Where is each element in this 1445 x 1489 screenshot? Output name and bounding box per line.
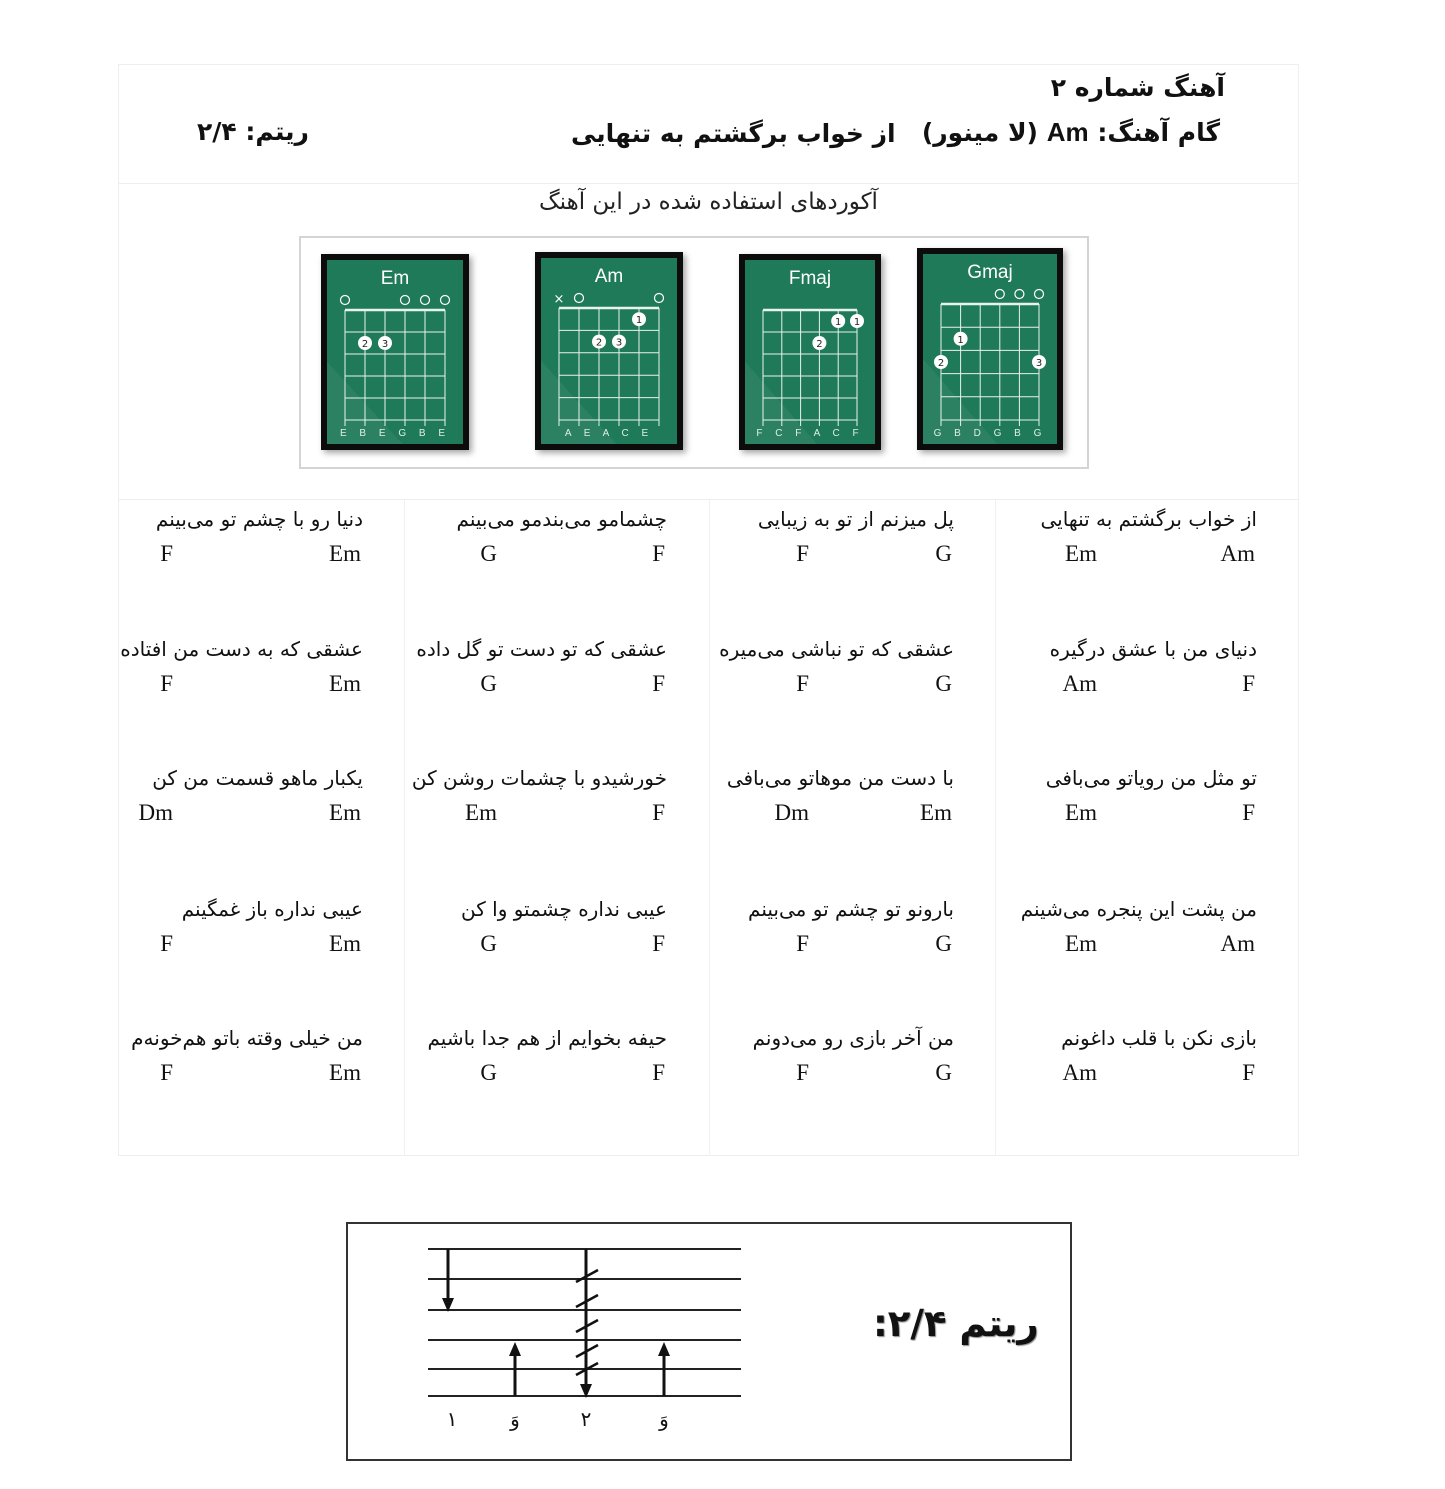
header-divider: [119, 183, 1298, 184]
lyric-text: من خیلی وقته باتو هم‌خونه‌م: [131, 1026, 363, 1050]
beat-count: ۱: [446, 1407, 458, 1431]
chord-diagram-em: [917, 248, 1063, 450]
chord-diagram-gmaj: [321, 254, 469, 450]
lyric-text: دنیا رو با چشم تو می‌بینم: [155, 507, 363, 531]
chord-symbol: F: [652, 800, 665, 825]
chord-symbol: G: [935, 931, 952, 956]
chord-symbol: G: [480, 671, 497, 696]
finger-number: 3: [381, 339, 389, 350]
chord-symbol: Am: [1062, 671, 1097, 696]
chord-symbol: Em: [1065, 541, 1097, 566]
chord-symbol: Em: [465, 800, 497, 825]
lyric-line: [103, 507, 363, 587]
chord-symbol: Am: [1220, 541, 1255, 566]
chord-diagram-fmaj: [535, 252, 683, 450]
chord-name: Am: [594, 266, 624, 287]
finger-number: 2: [937, 358, 945, 369]
chord-symbol: F: [652, 541, 665, 566]
chord-name: Fmaj: [788, 268, 832, 289]
lyric-line: [694, 897, 954, 977]
lyric-text: بارونو تو چشم تو می‌بینم: [748, 897, 954, 921]
key-value: Am: [1046, 117, 1089, 147]
lyric-line: [997, 1026, 1257, 1106]
chord-symbol: F: [796, 1060, 809, 1085]
chord-diagrams-frame: [299, 236, 1089, 469]
chord-symbol: F: [796, 541, 809, 566]
song-number: آهنگ شماره ۲: [1050, 73, 1225, 102]
rhythm-pattern-box: [346, 1222, 1072, 1461]
finger-number: 1: [957, 334, 964, 346]
chord-symbol: F: [160, 671, 173, 696]
lyric-line: [103, 1026, 363, 1106]
chord-symbol: Em: [920, 800, 952, 825]
lyric-line: [997, 766, 1257, 846]
chord-symbol: Em: [329, 671, 361, 696]
finger-number: 2: [816, 339, 823, 350]
chord-symbol: F: [160, 541, 173, 566]
chord-symbol: F: [652, 931, 665, 956]
chord-symbol: Em: [1065, 800, 1097, 825]
beat-count: ۲: [580, 1407, 592, 1431]
chord-symbol: G: [935, 671, 952, 696]
lyric-text: از خواب برگشتم به تنهایی: [1040, 507, 1257, 531]
lyric-line: [694, 637, 954, 717]
lyric-line: [694, 507, 954, 587]
chord-symbol: F: [1242, 671, 1255, 696]
up-strum-arrowhead: [509, 1342, 521, 1356]
lyric-line: [407, 637, 667, 717]
chord-symbol: F: [652, 1060, 665, 1085]
chord-symbol: G: [935, 1060, 952, 1085]
finger-number: 1: [853, 317, 861, 328]
lyric-line: [997, 637, 1257, 717]
column-divider: [995, 500, 996, 1156]
chord-diagram-svg: [739, 254, 881, 450]
up-strum-arrowhead: [658, 1342, 670, 1356]
string-names: E B E G B E: [339, 428, 451, 439]
chord-symbol: Dm: [774, 800, 809, 825]
lyric-line: [407, 897, 667, 977]
lyric-text: دنیای من با عشق درگیره: [1049, 637, 1257, 661]
lyric-text: یکبار ماهو قسمت من کن: [152, 766, 363, 790]
finger-number: 3: [615, 337, 623, 349]
chord-symbol: G: [480, 1060, 497, 1085]
lyric-text: عشقی که تو نباشی می‌میره: [719, 637, 954, 661]
lyric-text: من پشت این پنجره می‌شینم: [1020, 897, 1257, 921]
column-divider: [404, 500, 405, 1156]
string-names: A E A C E: [564, 428, 654, 439]
lyric-text: عشقی که تو دست تو گل داده: [416, 637, 667, 661]
chord-diagram-svg: [535, 252, 683, 450]
key-name: (لا مینور): [921, 118, 1038, 147]
chord-symbol: F: [796, 671, 809, 696]
finger-number: 3: [1035, 358, 1043, 369]
song-rhythm: ریتم: ۲/۴: [197, 117, 309, 146]
finger-number: 1: [835, 317, 842, 328]
lyric-line: [694, 1026, 954, 1106]
chord-diagram-svg: [917, 248, 1063, 450]
chord-symbol: Em: [329, 1060, 361, 1085]
finger-number: 1: [635, 315, 643, 327]
lyric-line: [103, 637, 363, 717]
finger-number: 2: [595, 337, 603, 349]
beat-count: وَ: [659, 1407, 669, 1431]
beat-count: وَ: [510, 1407, 520, 1431]
lyric-line: [407, 507, 667, 587]
lyric-text: تو مثل من رویاتو می‌بافی: [1045, 766, 1257, 790]
chord-symbol: G: [480, 931, 497, 956]
chord-symbol: Em: [329, 800, 361, 825]
string-names: G B D G B G: [933, 428, 1047, 439]
finger-number: 2: [361, 339, 369, 350]
lyric-text: با دست من موهاتو می‌بافی: [726, 766, 954, 790]
lyric-line: [103, 766, 363, 846]
lyric-text: چشمامو می‌بندمو می‌بینم: [456, 507, 667, 531]
string-names: F C F A C F: [756, 428, 864, 439]
lyric-line: [694, 766, 954, 846]
lyric-text: من آخر بازی رو می‌دونم: [752, 1026, 954, 1050]
lyric-line: [997, 897, 1257, 977]
lyric-line: [103, 897, 363, 977]
chords-caption: آکوردهای استفاده شده در این آهنگ: [539, 189, 878, 215]
chord-symbol: Em: [1065, 931, 1097, 956]
lyric-text: پل میزنم از تو به زیبایی: [757, 507, 954, 531]
chord-symbol: F: [160, 1060, 173, 1085]
rhythm-pattern-label: ریتم ۲/۴:: [873, 1302, 1039, 1345]
chord-symbol: Em: [329, 541, 361, 566]
chord-symbol: Dm: [138, 800, 173, 825]
chord-diagram-svg: [321, 254, 469, 450]
lyric-text: عیبی نداره چشمتو وا کن: [461, 897, 667, 921]
chord-symbol: F: [796, 931, 809, 956]
lyric-text: بازی نکن با قلب داغونم: [1061, 1026, 1257, 1050]
lyric-line: [407, 766, 667, 846]
song-key: [922, 117, 1220, 148]
muted-string-marker: ×: [553, 292, 565, 307]
chord-name: Gmaj: [967, 262, 1013, 283]
chord-symbol: Am: [1220, 931, 1255, 956]
song-sheet: [118, 64, 1299, 1156]
lyric-text: عشقی که به دست من افتاده: [120, 637, 363, 661]
lyric-text: حیفه بخوایم از هم جدا باشیم: [427, 1026, 667, 1050]
chord-symbol: G: [480, 541, 497, 566]
lyric-text: خورشیدو با چشمات روشن کن: [411, 766, 667, 790]
chord-symbol: F: [652, 671, 665, 696]
chord-symbol: G: [935, 541, 952, 566]
chord-symbol: F: [1242, 800, 1255, 825]
chord-diagram-am: [739, 254, 881, 450]
key-label: گام آهنگ:: [1097, 118, 1220, 147]
chord-symbol: Am: [1062, 1060, 1097, 1085]
chord-symbol: Em: [329, 931, 361, 956]
lyric-line: [997, 507, 1257, 587]
chord-symbol: F: [160, 931, 173, 956]
lyric-text: عیبی نداره باز غمگینم: [181, 897, 363, 921]
song-title: از خواب برگشتم به تنهایی: [571, 119, 896, 148]
lyric-line: [407, 1026, 667, 1106]
chord-symbol: F: [1242, 1060, 1255, 1085]
chord-name: Em: [380, 268, 410, 289]
